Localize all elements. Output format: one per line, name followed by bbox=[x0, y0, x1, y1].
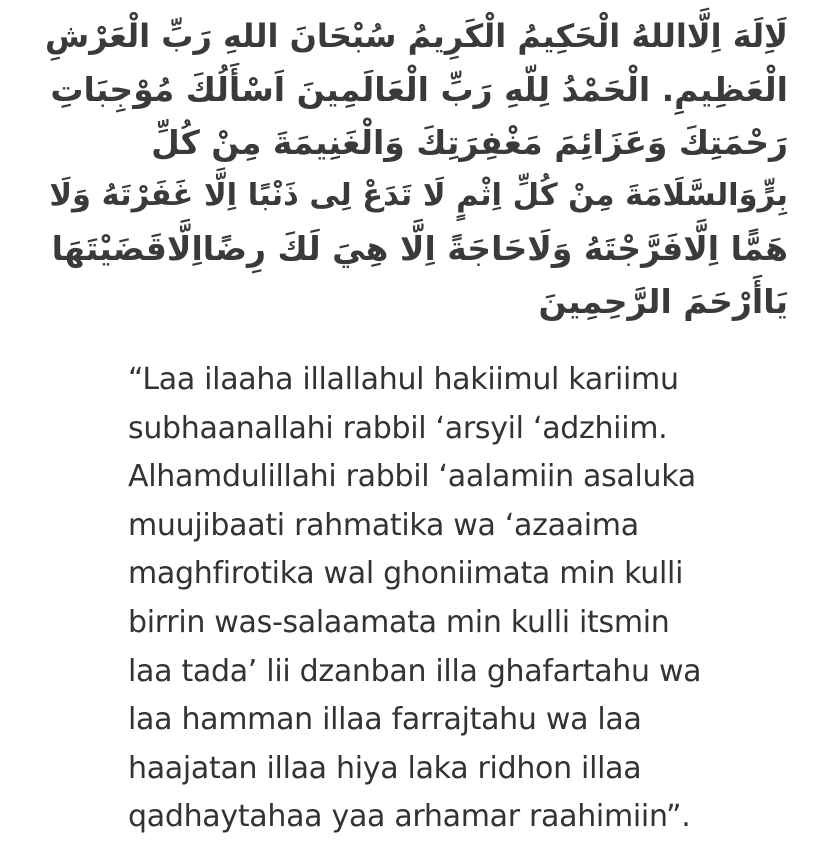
arabic-line-5: هَمًّا اِلَّافَرَّجْتَهُ وَلَاحَاجَةً اِلَّا هِيَ لَكَ رِضًااِلَّاقَضَيْتَهَا bbox=[51, 229, 788, 268]
arabic-line-6: يَاأَرْحَمَ الرَّحِمِينَ bbox=[538, 282, 788, 321]
transliteration-line-2: subhaanallahi rabbil ‘arsyil ‘adzhiim. bbox=[128, 410, 668, 446]
transliteration-line-4: muujibaati rahmatika wa ‘azaaima bbox=[128, 507, 639, 543]
transliteration-line-6: birrin was-salaamata min kulli itsmin bbox=[128, 604, 670, 640]
arabic-line-2: الْعَظِيمِ. الْحَمْدُ لِلّهِ رَبِّ الْعَالَمِينَ اَسْأَلُكَ مُوْجِبَاتِ bbox=[50, 70, 788, 109]
arabic-line-3: رَحْمَتِكَ وَعَزَائِمَ مَغْفِرَتِكَ وَالْغَنِيمَةَ مِنْ كُلِّ bbox=[151, 123, 788, 162]
transliteration-line-7: laa tada’ lii dzanban illa ghafartahu wa bbox=[128, 653, 702, 689]
transliteration-line-5: maghfirotika wal ghoniimata min kulli bbox=[128, 556, 684, 592]
transliteration-line-1: “Laa ilaaha illallahul hakiimul kariimu bbox=[128, 362, 679, 397]
arabic-line-1: لَاِلَهَ اِلَّااللهُ الْحَكِيمُ الْكَرِيمُ سُبْحَانَ اللهِ رَبِّ الْعَرْشِ bbox=[45, 17, 788, 55]
transliteration-text bbox=[128, 356, 788, 842]
transliteration-line-8: laa hamman illaa farrajtahu wa laa bbox=[128, 702, 642, 738]
transliteration-line-3: Alhamdulillahi rabbil ‘aalamiin asaluka bbox=[128, 459, 696, 495]
transliteration-line-10: qadhaytahaa yaa arhamar raahimiin”. bbox=[128, 799, 691, 835]
transliteration-line-9: haajatan illaa hiya laka ridhon illaa bbox=[128, 750, 642, 786]
arabic-line-4: بِرٍّوَالسَّلَامَةَ مِنْ كُلِّ اِثْمٍ لَا تَدَعْ لِى ذَنْبًا اِلَّا غَفَرْتَهُ وَلَا bbox=[49, 178, 788, 213]
arabic-prayer-text bbox=[44, 10, 788, 328]
